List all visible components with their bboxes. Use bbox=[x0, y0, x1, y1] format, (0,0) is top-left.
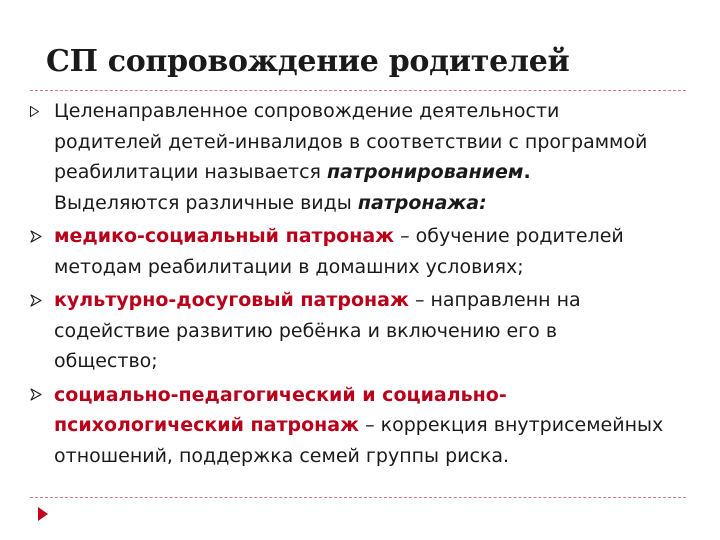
medical-social-term: медико-социальный патронаж bbox=[54, 225, 395, 247]
arrow-bullet-icon bbox=[30, 221, 48, 251]
bullet-social-pedagogical-line-2 bbox=[54, 410, 702, 441]
intro-paragraph bbox=[30, 96, 702, 218]
intro-line-1: Целенаправленное сопровождение деятельности bbox=[54, 100, 560, 122]
bullet-social-pedagogical-line-3: отношений, поддержка семей группы риска. bbox=[54, 444, 510, 467]
bullet-list bbox=[30, 96, 702, 474]
bullet-cultural-leisure-line-3: общество; bbox=[54, 350, 158, 372]
social-pedagogical-term-2: психологический патронаж bbox=[54, 414, 360, 436]
footer-divider bbox=[30, 497, 686, 498]
bullet-social-pedagogical bbox=[30, 380, 702, 472]
cultural-leisure-term: культурно-досуговый патронаж bbox=[54, 289, 409, 311]
intro-line-4 bbox=[54, 188, 702, 219]
bullet-medical-social bbox=[30, 221, 702, 282]
bullet-social-pedagogical-line-1 bbox=[54, 380, 702, 411]
patronage-term: патронированием bbox=[327, 161, 524, 183]
bullet-cultural-leisure-line-2: содействие развитию ребёнка и включению его в bbox=[54, 319, 558, 342]
patronazh-term: патронажа: bbox=[357, 191, 487, 214]
slide-title: СП сопровождение родителей bbox=[46, 44, 570, 79]
bullet-medical-social-line-1 bbox=[54, 221, 702, 252]
intro-line-3-period: . bbox=[523, 161, 531, 183]
bullet-cultural-leisure-line-1 bbox=[54, 285, 702, 316]
arrow-bullet-icon bbox=[30, 285, 48, 315]
intro-line-2: родителей детей-инвалидов в соответствии с программой bbox=[54, 130, 648, 153]
triangle-bullet-icon bbox=[30, 96, 48, 126]
bullet-cultural-leisure bbox=[30, 285, 702, 377]
social-pedagogical-term-1: социально-педагогический и социально- bbox=[54, 383, 507, 406]
intro-line-3 bbox=[54, 157, 702, 188]
title-divider bbox=[30, 90, 686, 91]
bullet-medical-social-line-2: методам реабилитации в домашних условиях; bbox=[54, 255, 524, 278]
intro-line-4-text: Выделяются различные виды bbox=[54, 191, 358, 214]
cultural-leisure-desc-1: – направленн на bbox=[408, 289, 581, 311]
intro-line-3-text: реабилитации называется bbox=[54, 161, 328, 183]
medical-social-desc-1: – обучение родителей bbox=[394, 225, 624, 247]
arrow-bullet-icon bbox=[30, 380, 48, 410]
corner-arrow-icon bbox=[36, 506, 50, 522]
social-pedagogical-desc-2: – коррекция внутрисемейных bbox=[359, 414, 664, 436]
